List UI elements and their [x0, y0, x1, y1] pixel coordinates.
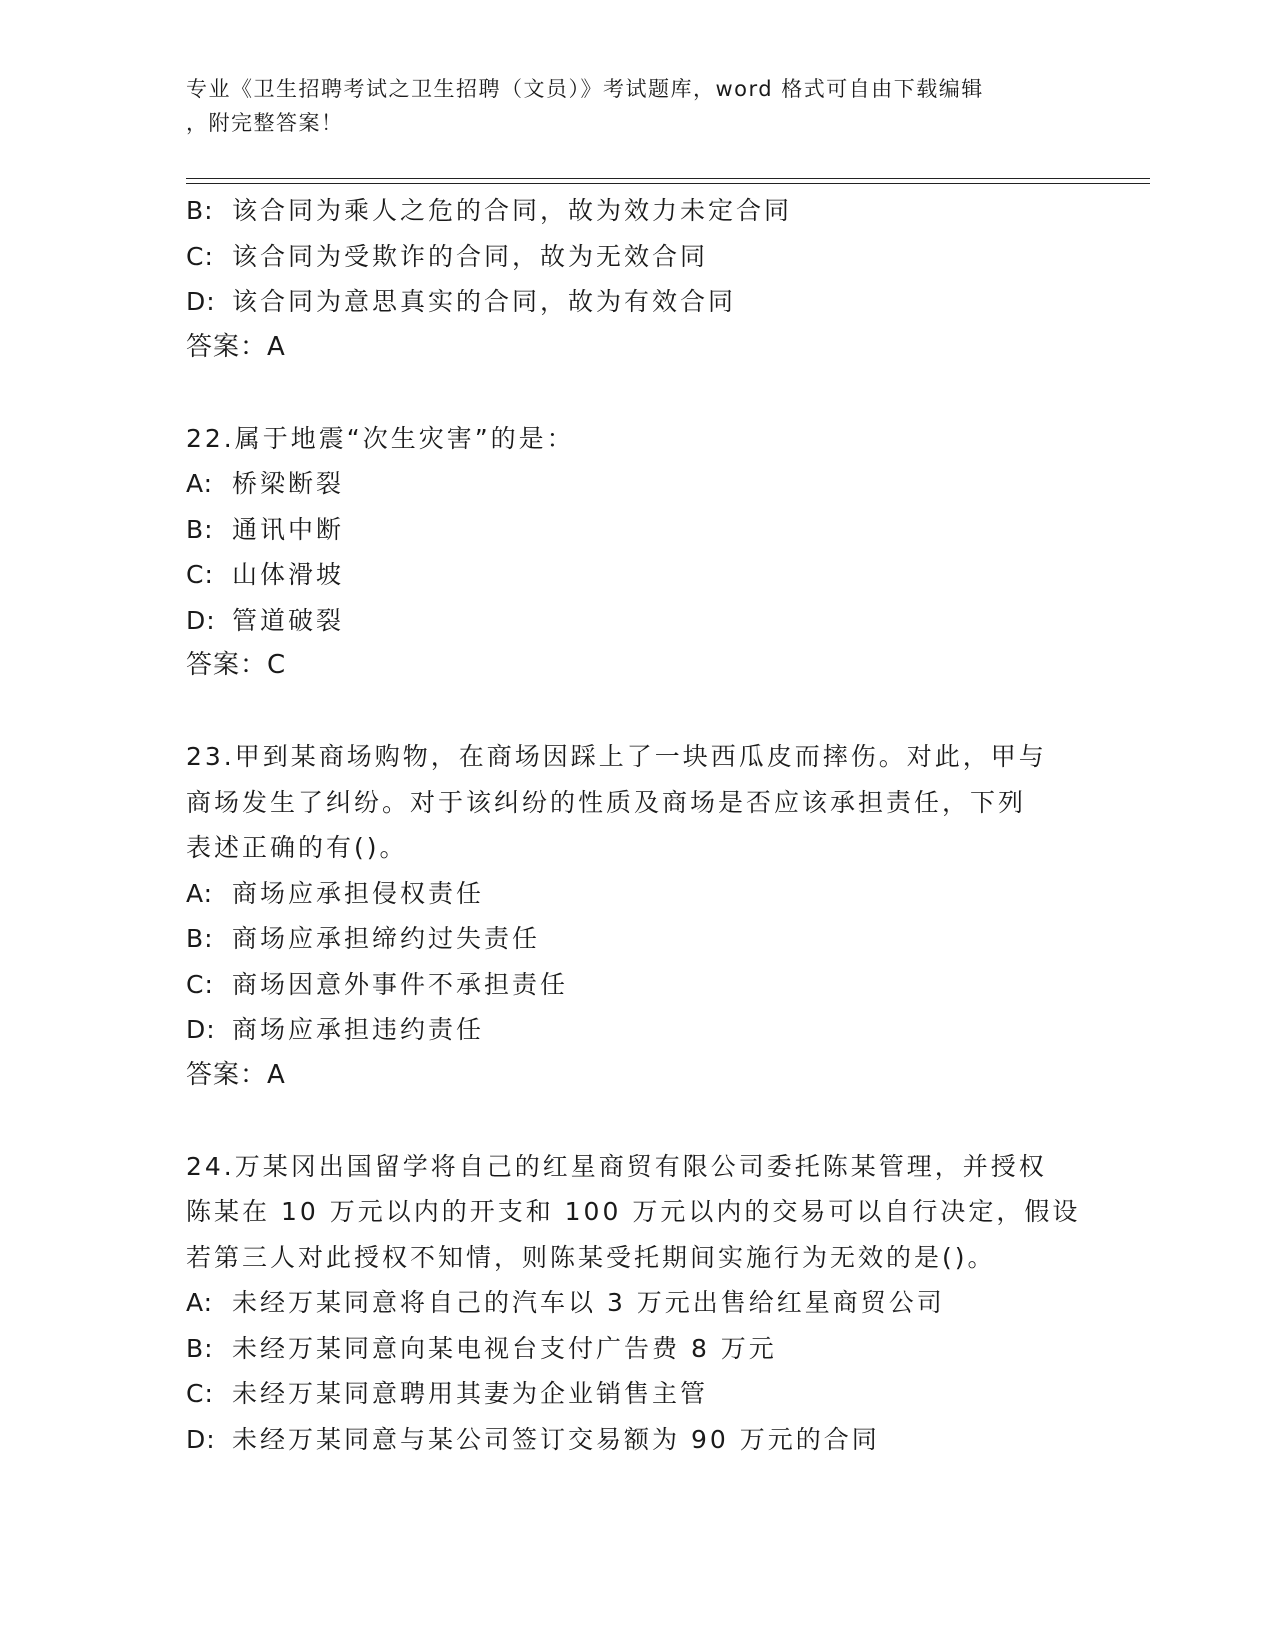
question-24	[186, 1144, 1086, 1463]
spacer	[186, 370, 1086, 416]
option-b: B: 该合同为乘人之危的合同，故为效力未定合同	[186, 196, 793, 225]
option-d: D: 管道破裂	[186, 605, 345, 635]
question-stem-line: 24.万某冈出国留学将自己的红星商贸有限公司委托陈某管理，并授权	[186, 1151, 1047, 1181]
option-c: C: 商场因意外事件不承担责任	[186, 969, 569, 999]
option-d: D: 该合同为意思真实的合同，故为有效合同	[186, 287, 737, 316]
option-b: B: 商场应承担缔约过失责任	[186, 924, 541, 953]
question-stem-line: 陈某在 10 万元以内的开支和 100 万元以内的交易可以自行决定，假设	[186, 1197, 1081, 1226]
header-line-1: 专业《卫生招聘考试之卫生招聘（文员）》考试题库，word 格式可自由下载编辑	[186, 77, 984, 101]
spacer	[186, 689, 1086, 735]
header-line-2: ，附完整答案！	[186, 111, 344, 135]
spacer	[186, 1098, 1086, 1144]
question-stem-line: 23.甲到某商场购物，在商场因踩上了一块西瓜皮而摔伤。对此，甲与	[186, 742, 1047, 771]
question-stem-line: 商场发生了纠纷。对于该纠纷的性质及商场是否应该承担责任，下列	[186, 787, 1027, 817]
option-d: D: 未经万某同意与某公司签订交易额为 90 万元的合同	[186, 1424, 880, 1454]
question-content	[186, 188, 1086, 1462]
option-c: C: 该合同为受欺诈的合同，故为无效合同	[186, 241, 709, 271]
answer-line: 答案：A	[186, 331, 286, 362]
question-stem-line: 表述正确的有()。	[186, 833, 408, 862]
question-22	[186, 416, 1086, 689]
option-c: C: 未经万某同意聘用其妻为企业销售主管	[186, 1379, 709, 1408]
question-stem-line: 若第三人对此授权不知情，则陈某受托期间实施行为无效的是()。	[186, 1242, 996, 1272]
answer-line: 答案：A	[186, 1059, 286, 1090]
option-c: C: 山体滑坡	[186, 560, 345, 589]
option-a: A: 商场应承担侵权责任	[186, 878, 485, 908]
option-b: B: 通讯中断	[186, 514, 345, 544]
option-a: A: 桥梁断裂	[186, 469, 345, 498]
option-d: D: 商场应承担违约责任	[186, 1015, 485, 1044]
answer-line: 答案：C	[186, 650, 287, 680]
header-divider-bottom	[186, 183, 1150, 184]
option-b: B: 未经万某同意向某电视台支付广告费 8 万元	[186, 1333, 777, 1363]
option-a: A: 未经万某同意将自己的汽车以 3 万元出售给红星商贸公司	[186, 1288, 945, 1317]
header-divider-top	[186, 178, 1150, 179]
question-stem: 22.属于地震“次生灾害”的是：	[186, 423, 575, 453]
prev-question	[186, 188, 1086, 370]
page-header	[186, 72, 1066, 140]
question-23	[186, 734, 1086, 1098]
